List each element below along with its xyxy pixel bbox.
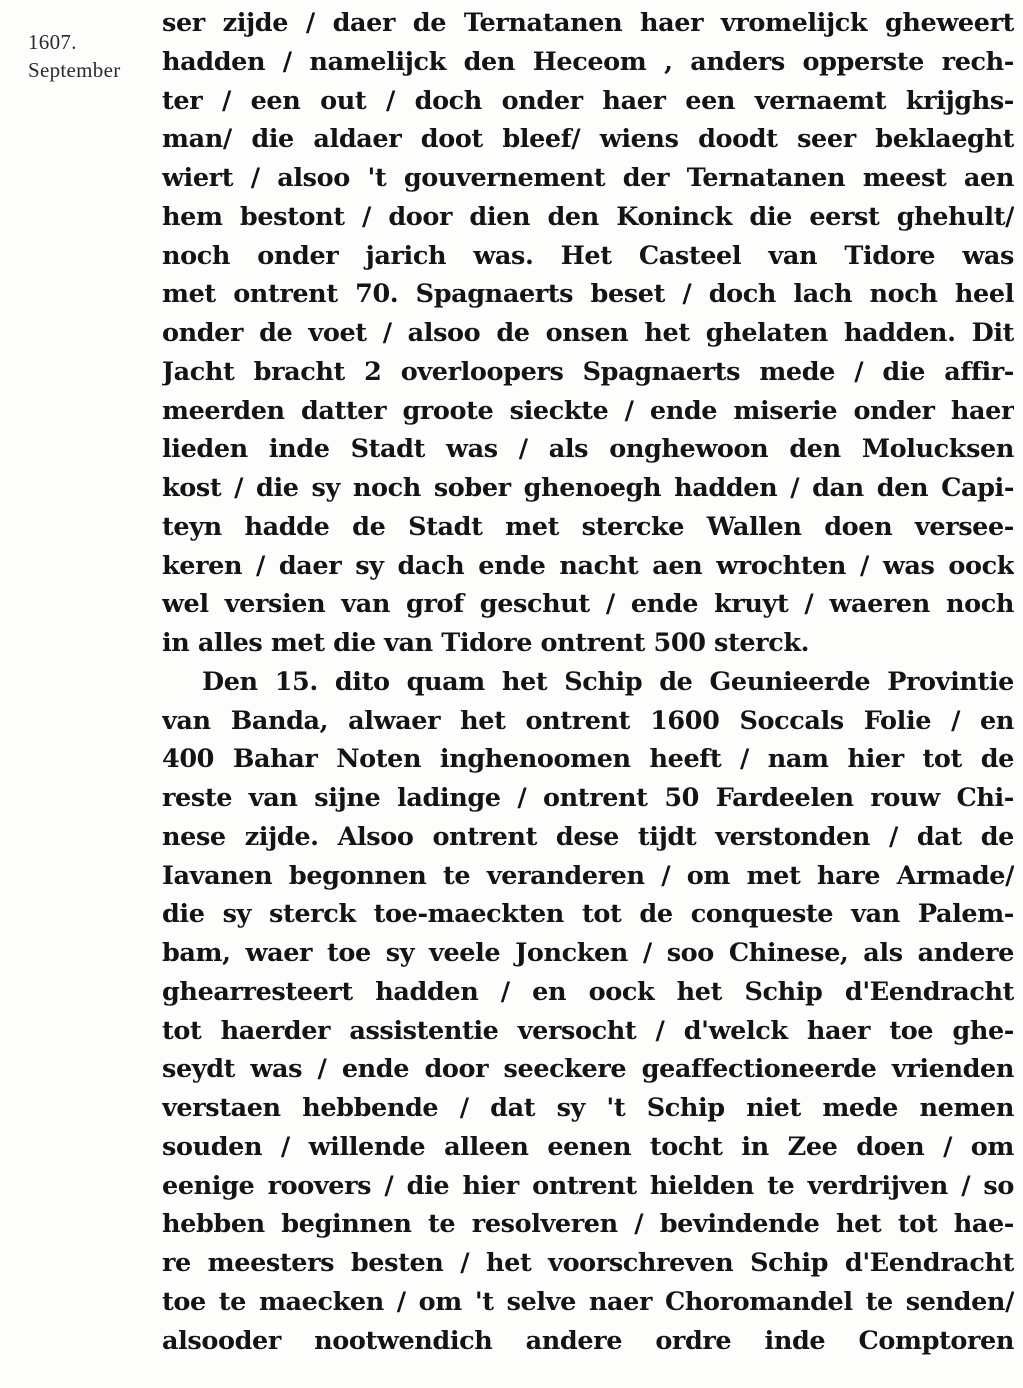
- text-line: ghearresteert hadden / en oock het Schip d'Eendracht: [162, 976, 1014, 1007]
- text-line: 400 Bahar Noten inghenoomen heeft / nam hier tot de: [162, 744, 1014, 775]
- margin-note: [28, 28, 158, 84]
- text-line: noch onder jarich was. Het Casteel van Tidore was: [162, 240, 1014, 271]
- body-text: [162, 4, 1014, 1360]
- text-line: reste van sijne ladinge / ontrent 50 Fardeelen rouw Chi-: [162, 783, 1014, 813]
- text-line: re meesters besten / het voorschreven Schip d'Eendracht: [162, 1248, 1014, 1278]
- text-line: keren / daer sy dach ende nacht aen wrochten / was oock: [162, 550, 1014, 581]
- text-line: met ontrent 70. Spagnaerts beset / doch lach noch heel: [162, 279, 1014, 310]
- text-line: in alles met die van Tidore ontrent 500 sterck.: [162, 628, 810, 658]
- text-line: hadden / namelijck den Heceom , anders opperste rech-: [162, 46, 1014, 77]
- text-line: Iavanen begonnen te veranderen / om met hare Armade/: [162, 860, 1014, 891]
- text-line: bam, waer toe sy veele Joncken / soo Chinese, als andere: [162, 938, 1014, 968]
- text-line: onder de voet / alsoo de onsen het ghelaten hadden. Dit: [162, 318, 1014, 348]
- paragraph-start-line: Den 15. dito quam het Schip de Geunieerde Provintie: [202, 666, 1014, 697]
- text-line: hem bestont / door dien den Koninck die eerst ghehult/: [162, 201, 1014, 232]
- text-line: nese zijde. Alsoo ontrent dese tijdt verstonden / dat de: [162, 821, 1014, 852]
- text-line: van Banda, alwaer het ontrent 1600 Soccals Folie / en: [162, 705, 1014, 736]
- text-line: hebben beginnen te resolveren / bevindende het tot hae-: [162, 1209, 1014, 1240]
- text-line: wiert / alsoo 't gouvernement der Ternatanen meest aen: [162, 163, 1014, 193]
- text-line: ter / een out / doch onder haer een vernaemt krijghs-: [162, 85, 1014, 116]
- text-line: seydt was / ende door seeckere geaffectioneerde vrienden: [162, 1054, 1014, 1085]
- text-line: ser zijde / daer de Ternatanen haer vromelijck gheweert: [162, 8, 1014, 38]
- text-line: eenige roovers / die hier ontrent hielden te verdrijven / so: [162, 1170, 1014, 1201]
- text-line: teyn hadde de Stadt met stercke Wallen doen versee-: [162, 511, 1014, 542]
- text-line: toe te maecken / om 't selve naer Choromandel te senden/: [162, 1286, 1014, 1317]
- text-line: die sy sterck toe-maeckten tot de conqueste van Palem-: [162, 899, 1014, 930]
- margin-month: September: [28, 58, 121, 82]
- text-line: Jacht bracht 2 overloopers Spagnaerts mede / die affir-: [162, 356, 1014, 387]
- text-line: verstaen hebbende / dat sy 't Schip niet mede nemen: [162, 1093, 1014, 1123]
- text-line: alsooder nootwendich andere ordre inde Comptoren: [162, 1325, 1014, 1356]
- text-line: man/ die aldaer doot bleef/ wiens doodt seer beklaeght: [162, 124, 1014, 155]
- text-line: souden / willende alleen eenen tocht in Zee doen / om: [162, 1131, 1014, 1162]
- text-line: tot haerder assistentie versocht / d'welck haer toe ghe-: [162, 1015, 1014, 1046]
- text-line: wel versien van grof geschut / ende kruyt / waeren noch: [162, 589, 1014, 620]
- text-line: meerden datter groote sieckte / ende miserie onder haer: [162, 395, 1014, 426]
- text-line: lieden inde Stadt was / als onghewoon den Molucksen: [162, 434, 1014, 465]
- text-line: kost / die sy noch sober ghenoegh hadden / dan den Capi-: [162, 473, 1014, 503]
- margin-year: 1607.: [28, 30, 77, 54]
